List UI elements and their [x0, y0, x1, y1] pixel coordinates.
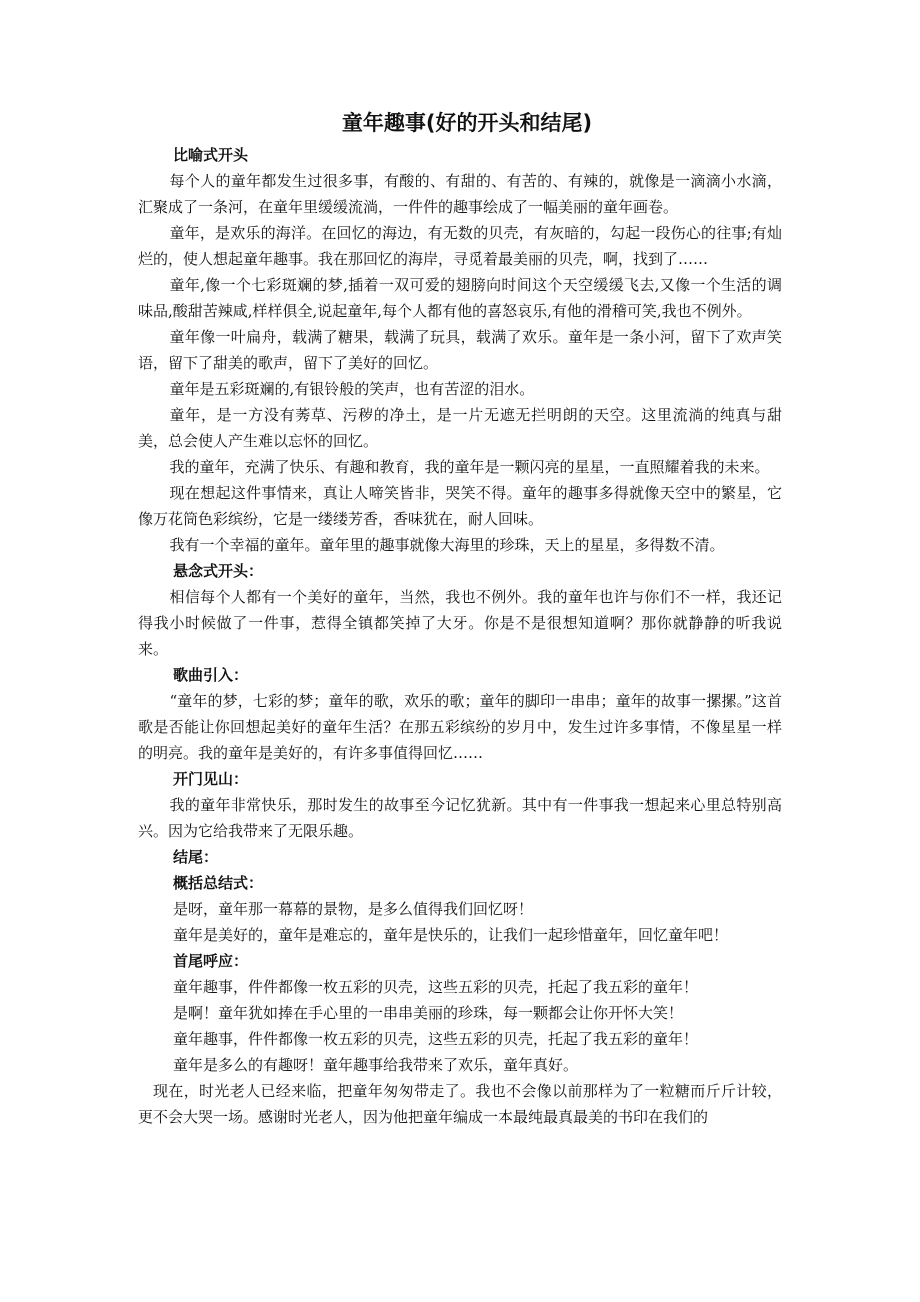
paragraph: 相信每个人都有一个美好的童年，当然，我也不例外。我的童年也许与你们不一样，我还记得我小时候做了一件事，惹得全镇都笑掉了大牙。你是不是很想知道啊？那你就静静的听我说来。	[138, 588, 782, 658]
section-heading-ending: 结尾：	[173, 848, 219, 866]
text-line: 是呀，童年那一幕幕的景物，是多么值得我们回忆呀！	[173, 900, 534, 918]
text-line: 童年趣事，件件都像一枚五彩的贝壳，这些五彩的贝壳，托起了我五彩的童年！	[173, 978, 699, 996]
paragraph: 现在想起这件事情来，真让人啼笑皆非，哭笑不得。童年的趣事多得就像天空中的繁星，它像万花筒色彩缤纷，它是一缕缕芳香，香味犹在，耐人回味。	[138, 484, 782, 528]
paragraph: 我有一个幸福的童年。童年里的趣事就像大海里的珍珠，天上的星星，多得数不清。	[169, 536, 725, 554]
document-title: 童年趣事(好的开头和结尾)	[341, 111, 593, 135]
paragraph: 我的童年非常快乐，那时发生的故事至今记忆犹新。其中有一件事我一想起来心里总特别高兴。因为它给我带来了无限乐趣。	[138, 796, 782, 840]
paragraph: 童年是五彩斑斓的,有银铃般的笑声，也有苦涩的泪水。	[169, 380, 535, 398]
section-heading-song: 歌曲引入：	[173, 666, 249, 684]
text-line: 童年是美好的，童年是难忘的，童年是快乐的，让我们一起珍惜童年，回忆童年吧！	[173, 926, 729, 944]
section-heading-direct: 开门见山：	[173, 770, 249, 788]
section-heading-echo: 首尾呼应：	[173, 952, 249, 970]
paragraph: “童年的梦，七彩的梦；童年的歌，欢乐的歌；童年的脚印一串串；童年的故事一摞摞。”这首歌是否能让你回想起美好的童年生活？在那五彩缤纷的岁月中，发生过许多事情，不像星星一样的明亮。我的童年是美好的，有许多事值得回忆……	[138, 692, 782, 762]
section-heading-summary: 概括总结式：	[173, 874, 264, 892]
paragraph: 童年，是欢乐的海洋。在回忆的海边，有无数的贝壳，有灰暗的，勾起一段伤心的往事;有灿烂的，使人想起童年趣事。我在那回忆的海岸，寻觅着最美丽的贝壳，啊，找到了……	[138, 224, 782, 268]
section-heading-metaphor: 比喻式开头	[173, 146, 249, 164]
paragraph: 我的童年，充满了快乐、有趣和教育，我的童年是一颗闪亮的星星，一直照耀着我的未来。	[169, 458, 770, 476]
paragraph: 童年，是一方没有莠草、污秽的净土，是一片无遮无拦明朗的天空。这里流淌的纯真与甜美，总会使人产生难以忘怀的回忆。	[138, 406, 782, 450]
closing-paragraph: 现在，时光老人已经来临，把童年匆匆带走了。我也不会像以前那样为了一粒糖而斤斤计较，更不会大哭一场。感谢时光老人，因为他把童年编成一本最纯最真最美的书印在我们的	[138, 1082, 782, 1126]
text-line: 童年趣事，件件都像一枚五彩的贝壳，这些五彩的贝壳，托起了我五彩的童年！	[173, 1030, 699, 1048]
section-heading-suspense: 悬念式开头：	[173, 562, 264, 580]
text-line: 是啊！童年犹如捧在手心里的一串串美丽的珍珠，每一颗都会让你开怀大笑！	[173, 1004, 684, 1022]
document-page	[138, 104, 782, 1130]
text-line: 童年是多么的有趣呀！童年趣事给我带来了欢乐，童年真好。	[173, 1056, 579, 1074]
paragraph: 童年像一叶扁舟，载满了糖果，载满了玩具，载满了欢乐。童年是一条小河，留下了欢声笑语，留下了甜美的歌声，留下了美好的回忆。	[138, 328, 782, 372]
paragraph: 每个人的童年都发生过很多事，有酸的、有甜的、有苦的、有辣的，就像是一滴滴小水滴，汇聚成了一条河，在童年里缓缓流淌，一件件的趣事绘成了一幅美丽的童年画卷。	[138, 172, 782, 216]
paragraph: 童年,像一个七彩斑斓的梦,插着一双可爱的翅膀向时间这个天空缓缓飞去,又像一个生活的调味品,酸甜苦辣咸,样样俱全,说起童年,每个人都有他的喜怒哀乐,有他的滑稽可笑,我也不例外。	[138, 276, 782, 320]
